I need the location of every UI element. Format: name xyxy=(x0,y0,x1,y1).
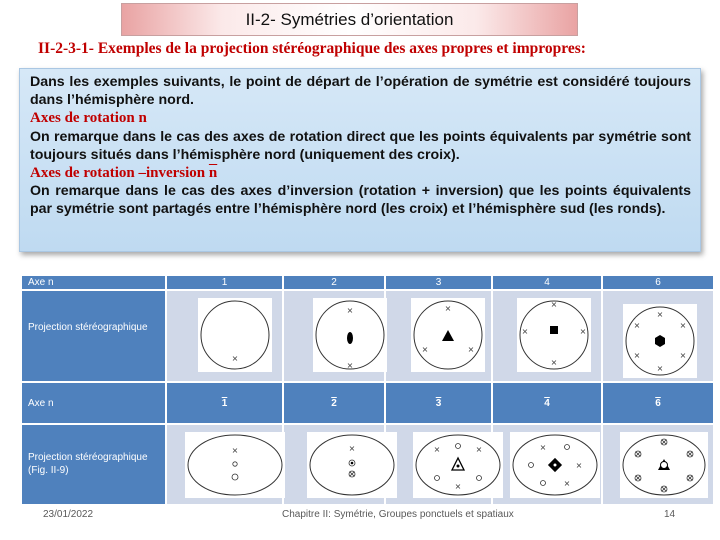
axe-n-bar-header: Axe n xyxy=(22,383,165,423)
stereo-projection-3 xyxy=(411,298,485,372)
order-header-4: 4 xyxy=(493,276,601,289)
intro-paragraph: Dans les exemples suivants, le point de départ de l’opération de symétrie est considéré toujours dans l’hémisphère nord. xyxy=(30,74,691,109)
stereo-projection-6 xyxy=(623,304,697,378)
svg-text:×: × xyxy=(563,479,571,488)
footer-date: 23/01/2022 xyxy=(43,509,94,520)
svg-text:×: × xyxy=(656,364,664,373)
stereo-projection-1 xyxy=(198,298,272,372)
footer-page-number: 14 xyxy=(664,509,676,520)
rotation-paragraph: On remarque dans le cas des axes de rotation direct que les points équivalents par symétrie sont toujours situés dans l’hémisphère nord (uniquement des croix). xyxy=(30,128,691,163)
bar-order-4: 4 xyxy=(493,383,601,423)
rotoinversion-paragraph: On remarque dans le cas des axes d’inversion (rotation + inversion) que les points équivalents par symétrie sont partagés entre l’hémisphère nord (les croix) et l’hémisphère sud (les ronds). xyxy=(30,183,691,218)
svg-text:×: × xyxy=(346,306,354,315)
order-header-3: 3 xyxy=(386,276,491,289)
bar-order-3: 3 xyxy=(386,383,491,423)
svg-text:×: × xyxy=(550,358,558,367)
svg-text:×: × xyxy=(633,351,641,360)
svg-text:×: × xyxy=(475,445,483,454)
axe-n-header: Axe n xyxy=(22,276,165,289)
bar-order-2: 2 xyxy=(284,383,384,423)
stereo-projection-2 xyxy=(313,298,387,372)
stereo-bar-projection-6 xyxy=(620,432,708,498)
stereo-bar-projection-1 xyxy=(185,432,285,498)
svg-text:×: × xyxy=(633,321,641,330)
svg-text:×: × xyxy=(231,354,239,363)
order-header-2: 2 xyxy=(284,276,384,289)
fourfold-symbol-icon xyxy=(550,326,558,334)
svg-text:×: × xyxy=(433,445,441,454)
svg-text:×: × xyxy=(656,310,664,319)
svg-text:×: × xyxy=(346,361,354,370)
stereo-bar-projection-2 xyxy=(307,432,397,498)
svg-text:×: × xyxy=(679,351,687,360)
bar-order-1: 1 xyxy=(167,383,282,423)
section-heading: II-2-3-1- Exemples de la projection stéréographique des axes propres et impropres: xyxy=(38,40,586,57)
order-header-6: 6 xyxy=(603,276,713,289)
stereo-bar-projection-3 xyxy=(413,432,503,498)
svg-text:×: × xyxy=(679,321,687,330)
svg-text:×: × xyxy=(579,327,587,336)
rotation-axes-heading: Axes de rotation n xyxy=(30,110,147,127)
svg-text:×: × xyxy=(521,327,529,336)
footer-chapter: Chapitre II: Symétrie, Groupes ponctuels et spatiaux xyxy=(282,509,514,520)
svg-text:×: × xyxy=(444,304,452,313)
projection-row-label: Projection stéréographique xyxy=(22,291,165,381)
svg-text:×: × xyxy=(421,345,429,354)
stereo-projection-4 xyxy=(517,298,591,372)
svg-text:×: × xyxy=(467,345,475,354)
explanation-box xyxy=(19,68,701,252)
slide-title: II-2- Symétries d’orientation xyxy=(121,3,578,36)
svg-text:×: × xyxy=(231,446,239,455)
svg-text:×: × xyxy=(539,443,547,452)
svg-text:×: × xyxy=(575,461,583,470)
order-header-1: 1 xyxy=(167,276,282,289)
rotoinversion-heading: Axes de rotation –inversion $\overline{n}$ xyxy=(30,165,218,182)
bar-order-6: 6 xyxy=(603,383,713,423)
stereo-bar-projection-4 xyxy=(510,432,600,498)
projection-bar-row-label: Projection stéréographique (Fig. II-9) xyxy=(22,425,165,504)
svg-text:×: × xyxy=(454,482,462,491)
twofold-symbol-icon xyxy=(347,332,353,344)
svg-text:×: × xyxy=(348,444,356,453)
svg-text:×: × xyxy=(550,300,558,309)
